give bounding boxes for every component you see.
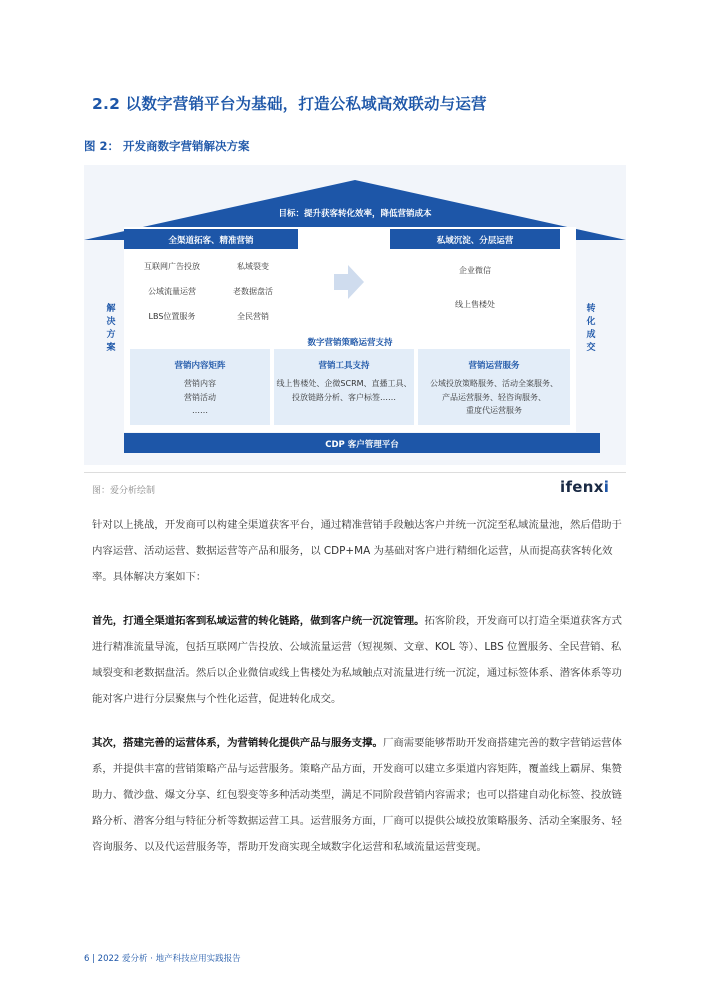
support-line: 公域投放策略服务、活动全案服务、 [430, 379, 558, 388]
right-side-char: 交 [586, 343, 596, 353]
left-item: 公域流量运营 [148, 287, 196, 296]
figure-divider [84, 472, 626, 473]
cdp-platform-label: CDP 客户管理平台 [325, 440, 399, 450]
support-column-lines [418, 377, 570, 418]
paragraph-second-body: 厂商需要能够帮助开发商搭建完善的数字营销运营体系，并提供丰富的营销策略产品与运营服务。策略产品方面，开发商可以建立多渠道内容矩阵，覆盖线上霸屏、集赞助力、微沙盘、爆文分享、红包裂变等多种活动类型，满足不同阶段营销内容需求；也可以搭建自动化标签、投放链路分析、潜客分组与特征分析等数据运营工具。运营服务方面，厂商可以提供公域投放策略服务、活动全案服务、轻咨询服务、以及代运营服务等，帮助开发商实现全域数字化运营和私域流量运营变现。 [92, 737, 622, 853]
paragraph-first-lead: 首先，打通全渠道拓客到私域运营的转化链路，做到客户统一沉淀管理。 [92, 615, 425, 627]
support-line: 产品运营服务、轻咨询服务、 [442, 392, 546, 402]
section-title: 2.2 以数字营销平台为基础，打造公私域高效联动与运营 [92, 95, 487, 113]
figure-source: 图：爱分析绘制 [92, 486, 156, 496]
ifenxi-logo [560, 478, 609, 496]
right-side-char: 转 [586, 304, 596, 314]
right-block-title: 私域沉淀、分层运营 [436, 236, 514, 246]
right-item: 企业微信 [459, 266, 491, 275]
arrow-right-icon [334, 265, 364, 299]
paragraph-first [92, 608, 622, 712]
support-column-lines [274, 377, 414, 404]
figure-label: 图 2： [84, 139, 120, 153]
right-side-char: 成 [586, 330, 596, 340]
roof-goal: 目标：提升获客转化效率，降低营销成本 [278, 209, 432, 219]
support-column-content [130, 349, 270, 425]
support-title: 数字营销策略运营支持 [307, 338, 393, 348]
left-side-char: 案 [106, 343, 116, 353]
support-column-title: 营销运营服务 [468, 361, 520, 371]
left-side-char: 解 [106, 304, 116, 314]
right-side-label [584, 303, 598, 355]
left-item: LBS位置服务 [148, 312, 196, 321]
logo-text: ifenx [560, 478, 604, 496]
left-side-label [104, 303, 118, 355]
paragraph-first-body: 拓客阶段，开发商可以打造全渠道获客方式进行精准流量导流，包括互联网广告投放、公域流量运营（短视频、文章、KOL 等）、LBS 位置服务、全民营销、私域裂变和老数据盘活。然后以企业微信或线上售楼处为私域触点对流量进行统一沉淀，通过标签体系、潜客体系等功能对客户进行分层聚焦与个性化运营，促进转化成交。 [92, 615, 622, 705]
left-item: 全民营销 [237, 312, 269, 321]
support-line: 重度代运营服务 [466, 406, 522, 415]
left-side-char: 决 [106, 317, 116, 327]
support-column-title: 营销内容矩阵 [174, 361, 226, 371]
support-column-services [418, 349, 570, 425]
figure-title [84, 138, 250, 154]
left-item: 老数据盘活 [233, 287, 273, 296]
left-item: 私域裂变 [237, 262, 269, 271]
solution-diagram [84, 165, 626, 465]
right-item: 线上售楼处 [455, 300, 495, 309]
support-line: 营销内容 [184, 379, 216, 388]
support-column-title: 营销工具支持 [318, 361, 370, 371]
left-item: 互联网广告投放 [144, 262, 200, 271]
paragraph-intro: 针对以上挑战，开发商可以构建全渠道获客平台，通过精准营销手段触达客户并统一沉淀至私域流量池，然后借助于内容运营、活动运营、数据运营等产品和服务，以 CDP+MA 为基础对客户进行精细化运营，从而提高获客转化效率。具体解决方案如下： [92, 519, 622, 583]
support-line: 投放链路分析、客户标签…… [292, 392, 396, 402]
support-column-lines [130, 377, 270, 418]
support-column-tools [274, 349, 414, 425]
paragraph-second [92, 730, 622, 860]
page-footer: 6 | 2022 爱分析 · 地产科技应用实践报告 [84, 954, 241, 964]
left-block-title: 全渠道拓客、精准营销 [168, 236, 254, 246]
logo-accent: i [603, 478, 610, 496]
left-side-char: 方 [106, 330, 116, 340]
support-line: 线上售楼处、企微SCRM、直播工具、 [276, 379, 412, 388]
support-line: …… [192, 406, 208, 415]
support-line: 营销活动 [184, 392, 216, 402]
right-side-char: 化 [586, 317, 596, 327]
figure-caption: 开发商数字营销解决方案 [123, 139, 250, 153]
paragraph-second-lead: 其次，搭建完善的运营体系，为营销转化提供产品与服务支撑。 [92, 737, 383, 749]
